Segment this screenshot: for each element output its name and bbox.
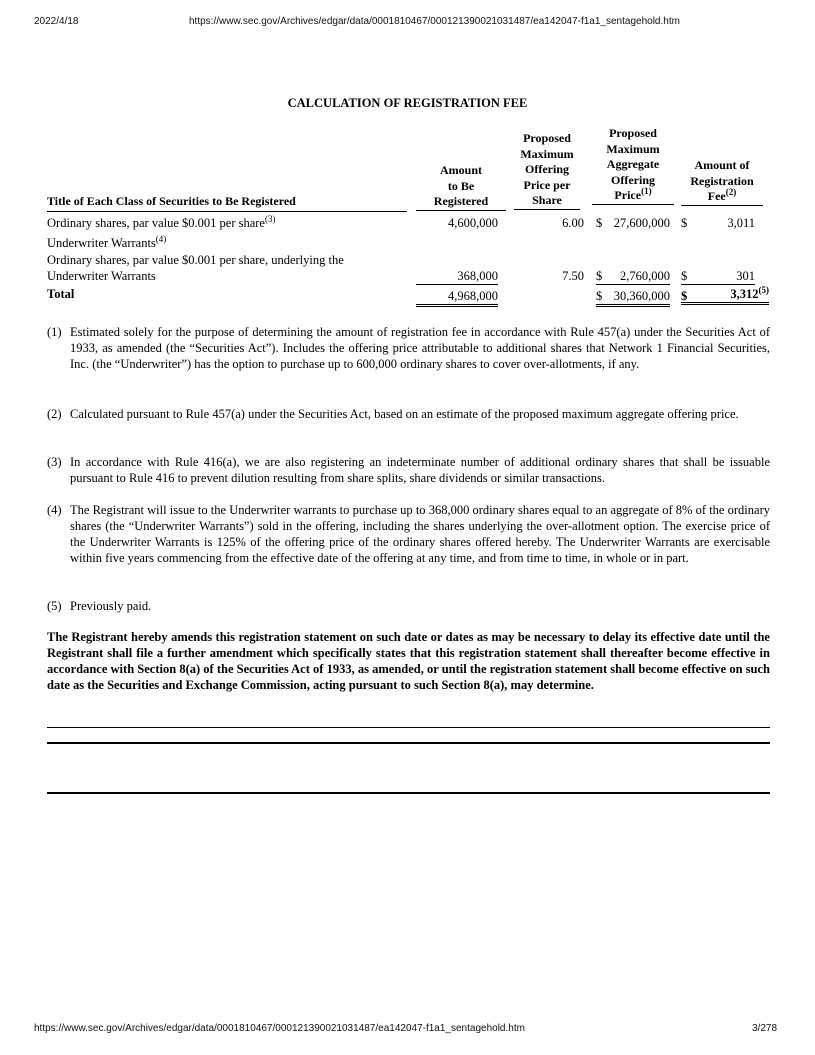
- total-fee: 3,312$^{(5)}$: [681, 287, 769, 305]
- table-row-title: Ordinary shares, par value $0.001 per share, underlying the: [47, 253, 344, 267]
- total-agg-currency: $: [596, 289, 603, 303]
- row-price: 6.00: [562, 216, 584, 230]
- row-price: 7.50: [562, 269, 584, 283]
- divider: [47, 727, 770, 728]
- footnote: (3) In accordance with Rule 416(a), we are also registering an indeterminate number of additional ordinary shares that shall be issuable pursuant to Rule 416 to prevent dilution resulting from share splits, share dividends or similar transactions.: [47, 455, 770, 485]
- footnote: (4) The Registrant will issue to the Underwriter warrants to purchase up to 368,000 ordinary shares equal to an aggregate of 8% of the ordinary shares (the “Underwriter Warrants”) sold in the offering, including the shares underlying the over-allotment option. The exercise price of the Underwriter Warrants is 125% of the offering price of the ordinary shares offered hereby. The Underwriter Warrants are exercisable within five years commencing from the effective date of the offering at any time, and from time to time, in whole or in part.: [47, 503, 770, 565]
- row-agg-currency: $: [596, 269, 603, 283]
- row-amount: 4,600,000: [448, 216, 498, 230]
- footnote: (1) Estimated solely for the purpose of determining the amount of registration fee in accordance with Rule 457(a) under the Securities Act of 1933, as amended (the “Securities Act”). Includes the offering price attributable to additional shares that Network 1 Financial Securities, Inc. (the “Underwriter”) has the option to purchase up to 600,000 ordinary shares to cover over-allotments, if any.: [47, 325, 770, 371]
- row-aggregate: 2,760,000: [596, 269, 670, 285]
- row-aggregate: 27,600,000: [613, 216, 670, 230]
- total-label: Total: [47, 287, 75, 301]
- total-amount: 4,968,000: [416, 289, 498, 307]
- print-url-bottom: https://www.sec.gov/Archives/edgar/data/0001810467/000121390021031487/ea142047-f1a1_sentagehold.htm: [34, 1023, 525, 1034]
- header-aggregate-price: Proposed Maximum Aggregate Offering Price$^{(1)}$: [592, 126, 674, 205]
- total-aggregate: 30,360,000: [596, 289, 670, 307]
- header-amount: Amount to Be Registered: [416, 163, 506, 211]
- row-fee: 3,011: [727, 216, 755, 230]
- row-agg-currency: $: [596, 216, 603, 230]
- row-fee: 301: [681, 269, 755, 285]
- table-row-title: Underwriter Warrants$^{(4)}$: [47, 233, 167, 250]
- total-fee-currency: $: [681, 289, 688, 303]
- amendment-statement: The Registrant hereby amends this registration statement on such date or dates as may be necessary to delay its effective date until the Registrant shall file a further amendment which specifically states that this registration statement shall thereafter become effective in accordance with Section 8(a) of the Securities Act of 1933, as amended, or until the registration statement shall become effective on such date as the Securities and Exchange Commission, acting pursuant to such Section 8(a), may determine.: [47, 630, 770, 692]
- divider: [47, 792, 770, 794]
- row-fee-currency: $: [681, 269, 688, 283]
- header-registration-fee: Amount of Registration Fee$^{(2)}$: [681, 158, 763, 206]
- header-title-col: Title of Each Class of Securities to Be Registered: [47, 194, 407, 212]
- footnote: (5) Previously paid.: [47, 599, 152, 613]
- print-url-top: https://www.sec.gov/Archives/edgar/data/0001810467/000121390021031487/ea142047-f1a1_sentagehold.htm: [189, 16, 680, 27]
- table-row-title-cont: Underwriter Warrants: [47, 269, 156, 283]
- header-price-per-share: Proposed Maximum Offering Price per Share: [514, 131, 580, 210]
- divider: [47, 742, 770, 744]
- table-row-title: Ordinary shares, par value $0.001 per share$^{(3)}$: [47, 213, 276, 230]
- page-number: 3/278: [752, 1023, 778, 1034]
- row-fee-currency: $: [681, 216, 688, 230]
- footnote: (2) Calculated pursuant to Rule 457(a) under the Securities Act, based on an estimate of the proposed maximum aggregate offering price.: [47, 407, 739, 421]
- page-title: CALCULATION OF REGISTRATION FEE: [287, 96, 528, 110]
- row-amount: 368,000: [416, 269, 498, 285]
- print-date: 2022/4/18: [34, 16, 79, 27]
